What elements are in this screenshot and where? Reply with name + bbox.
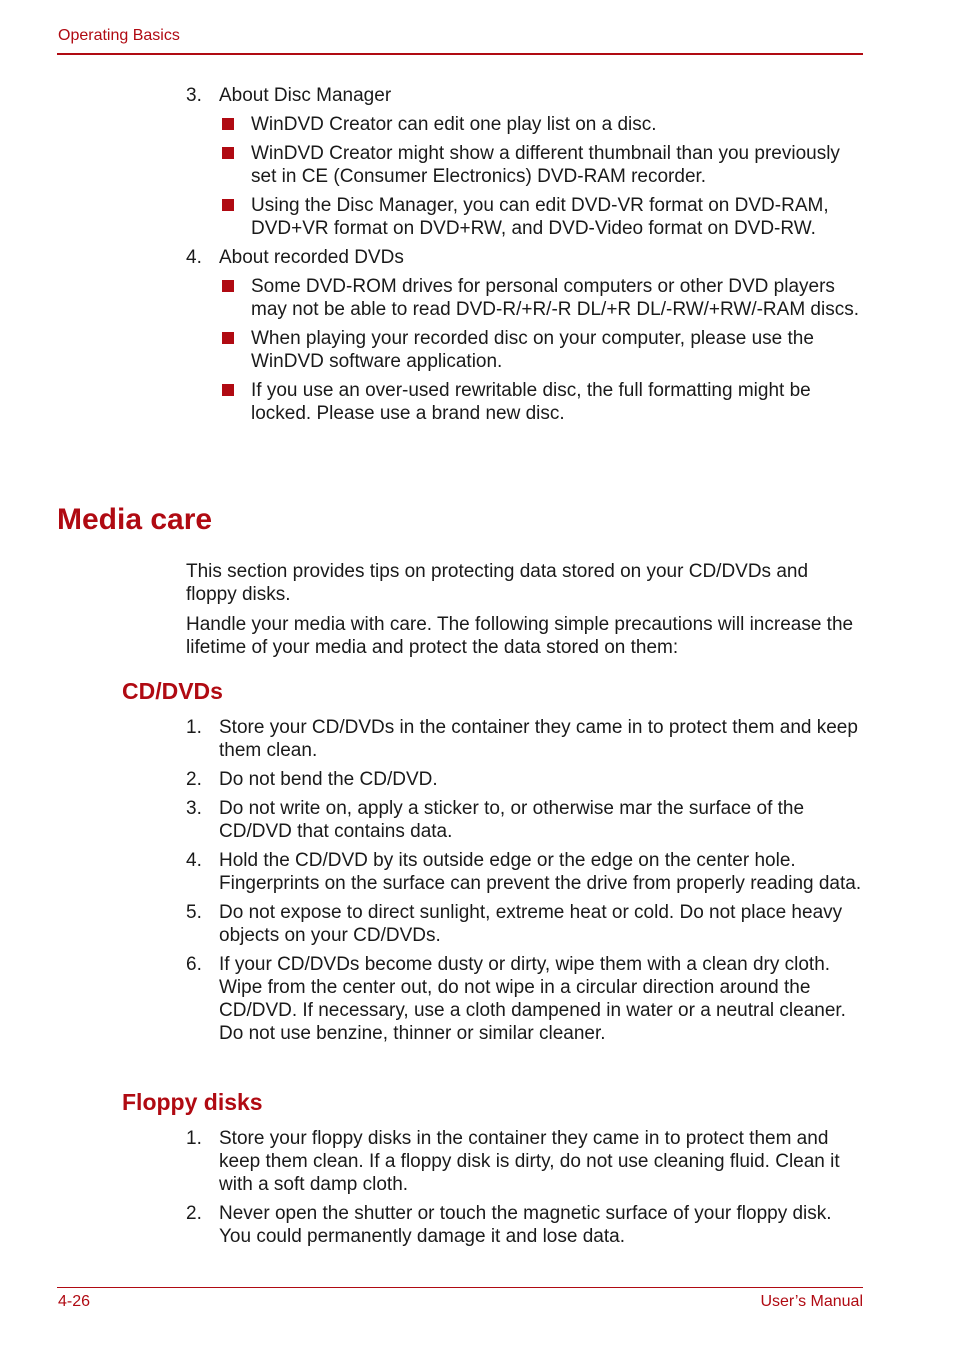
page-number: 4-26 <box>58 1293 91 1310</box>
square-bullet-icon <box>222 332 234 344</box>
subsection-heading: CD/DVDs <box>122 678 223 704</box>
bullet-text: WinDVD Creator might show a different thumbnail than you previously set in CE (Consumer Electronics) DVD-RAM recorder. <box>251 143 840 187</box>
disc-list <box>186 84 876 431</box>
bullet-item <box>219 379 871 425</box>
paragraph: Handle your media with care. The following simple precautions will increase the lifetime of your media and protect the data stored on them: <box>186 614 854 658</box>
list-item <box>186 768 862 791</box>
square-bullet-icon <box>222 147 234 159</box>
bullet-item <box>219 327 871 373</box>
bullet-item <box>219 113 881 136</box>
bullet-item <box>219 142 861 188</box>
item-text: About recorded DVDs <box>219 247 404 268</box>
item-number: 6. <box>186 954 202 975</box>
bullet-item <box>219 194 861 240</box>
item-text: Hold the CD/DVD by its outside edge or the edge on the center hole. Fingerprints on the surface can prevent the drive from properly reading data. <box>219 850 862 894</box>
section-heading: Media care <box>57 503 213 536</box>
list-item <box>186 953 862 1045</box>
item-text: Store your CD/DVDs in the container they came in to protect them and keep them clean. <box>219 717 858 761</box>
item-number: 2. <box>186 1203 202 1224</box>
bullet-item <box>219 275 871 321</box>
item-text: Never open the shutter or touch the magnetic surface of your floppy disk. You could permanently damage it and lose data. <box>219 1203 832 1247</box>
list-item <box>186 1127 862 1196</box>
list-item <box>186 901 862 947</box>
bullet-text: If you use an over-used rewritable disc, the full formatting might be locked. Please use a brand new disc. <box>251 380 811 424</box>
bullet-text: Using the Disc Manager, you can edit DVD-VR format on DVD-RAM, DVD+VR format on DVD+RW, and DVD-Video format on DVD-RW. <box>251 195 829 239</box>
header-rule <box>57 53 863 55</box>
cd-dvd-list <box>186 716 862 1051</box>
list-item <box>186 246 876 425</box>
item-number: 3. <box>186 798 202 819</box>
running-header: Operating Basics <box>58 27 180 44</box>
item-number: 1. <box>186 1128 202 1149</box>
bullet-list <box>219 113 876 240</box>
list-item <box>186 849 862 895</box>
bullet-text: WinDVD Creator can edit one play list on a disc. <box>251 114 657 135</box>
item-number: 1. <box>186 717 202 738</box>
bullet-list <box>219 275 876 425</box>
square-bullet-icon <box>222 280 234 292</box>
item-number: 3. <box>186 85 202 106</box>
bullet-text: When playing your recorded disc on your computer, please use the WinDVD software application. <box>251 328 814 372</box>
list-item <box>186 716 862 762</box>
list-item <box>186 797 862 843</box>
item-text: Store your floppy disks in the container they came in to protect them and keep them clean. If a floppy disk is dirty, do not use cleaning fluid. Clean it with a soft damp cloth. <box>219 1128 840 1195</box>
item-text: If your CD/DVDs become dusty or dirty, wipe them with a clean dry cloth. Wipe from the center out, do not wipe in a circular direction around the CD/DVD. If necessary, use a cloth dampened in water or a neutral cleaner. Do not use benzine, thinner or similar cleaner. <box>219 954 846 1044</box>
subsection-heading: Floppy disks <box>122 1089 263 1115</box>
footer-title: User’s Manual <box>760 1293 863 1310</box>
item-text: Do not expose to direct sunlight, extreme heat or cold. Do not place heavy objects on your CD/DVDs. <box>219 902 843 946</box>
item-number: 4. <box>186 850 202 871</box>
floppy-list <box>186 1127 862 1254</box>
item-text: About Disc Manager <box>219 85 392 106</box>
square-bullet-icon <box>222 199 234 211</box>
list-item <box>186 1202 862 1248</box>
item-number: 2. <box>186 769 202 790</box>
list-item <box>186 84 876 240</box>
item-text: Do not bend the CD/DVD. <box>219 769 438 790</box>
paragraph: This section provides tips on protecting data stored on your CD/DVDs and floppy disks. <box>186 561 809 605</box>
item-number: 5. <box>186 902 202 923</box>
bullet-text: Some DVD-ROM drives for personal computers or other DVD players may not be able to read DVD-R/+R/-R DL/+R DL/-RW/+RW/-RAM discs. <box>251 276 859 320</box>
footer-rule <box>57 1287 863 1288</box>
square-bullet-icon <box>222 384 234 396</box>
intro-text <box>186 560 862 666</box>
square-bullet-icon <box>222 118 234 130</box>
item-text: Do not write on, apply a sticker to, or otherwise mar the surface of the CD/DVD that contains data. <box>219 798 805 842</box>
item-number: 4. <box>186 247 202 268</box>
